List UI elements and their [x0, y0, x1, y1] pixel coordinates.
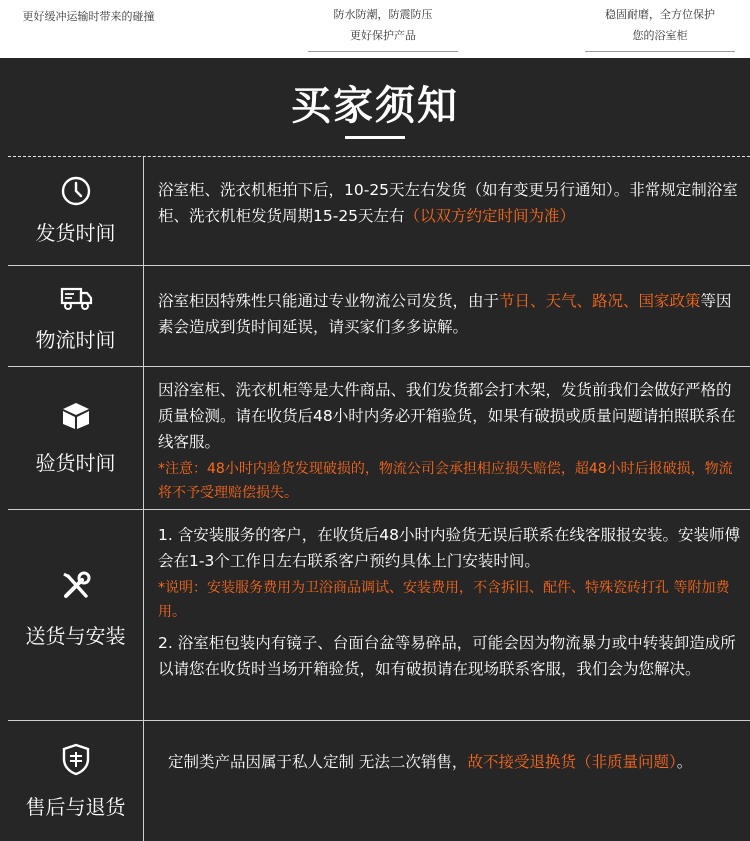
row-content: 浴室柜因特殊性只能通过专业物流公司发货，由于节日、天气、路况、国家政策等因素会造成到货时间延误，请买家们多多谅解。 [158, 292, 732, 336]
row-label-cell [8, 266, 144, 366]
row-inspection-time [8, 367, 750, 510]
title-underline [345, 136, 405, 139]
clock-icon [58, 173, 94, 209]
row-label-cell [8, 510, 144, 720]
truck-icon [58, 280, 94, 316]
top-caption-strip [0, 0, 750, 58]
row-content: 1. 含安装服务的客户，在收货后48小时内验货无误后联系在线客服报安装。安装师傅会在1-3个工作日左右联系客户预约具体上门安装时间。 *说明：安装服务费用为卫浴商品调试、安装费用，不含拆旧、配件、特殊瓷砖打孔 等附加费用。 2. 浴室柜包装内有镜子、台面台盆等易碎品，可能会因为物流暴力或中转装卸造成所以请您在收货时当场开箱验货，如有破损请在现场联系客服，我们会为您解决。 [158, 526, 740, 678]
row-label: 验货时间 [35, 451, 116, 475]
package-icon [58, 397, 94, 433]
row-content: 定制类产品因属于私人定制 无法二次销售，故不接受退换货（非质量问题）。 [168, 753, 693, 771]
row-label: 售后与退货 [25, 795, 126, 819]
row-shipping-time [8, 157, 750, 266]
row-label-cell [8, 367, 144, 509]
tools-icon [58, 568, 94, 604]
top-caption-1: 更好缓冲运输时带来的碰撞 [22, 10, 155, 23]
row-label: 送货与安装 [25, 624, 126, 648]
row-content: 因浴室柜、洗衣机柜等是大件商品、我们发货都会打木架，发货前我们会做好严格的质量检测。请在收货后48小时内务必开箱验货，如果有破损或质量问题请拍照联系在线客服。 *注意：48小时内验货发现破损的，物流公司会承担相应损失赔偿，超48小时后报破损，物流将不予受理赔偿损失。 [158, 381, 736, 501]
row-label-cell [8, 721, 144, 841]
page-title: 买家须知 [291, 82, 459, 129]
row-label: 发货时间 [35, 221, 116, 245]
row-logistics-time [8, 266, 750, 367]
row-label: 物流时间 [35, 328, 116, 352]
row-content: 浴室柜、洗衣机柜拍下后，10-25天左右发货（如有变更另行通知）。非常规定制浴室柜、洗衣机柜发货周期15-25天左右（以双方约定时间为准） [158, 181, 738, 225]
row-label-cell [8, 157, 144, 265]
top-caption-2: 防水防潮，防震防压 更好保护产品 [308, 4, 458, 46]
row-aftersales-return [8, 721, 750, 841]
row-delivery-install [8, 510, 750, 721]
notice-table [8, 156, 750, 817]
top-caption-3: 稳固耐磨，全方位保护 您的浴室柜 [585, 4, 735, 46]
shield-icon [58, 741, 94, 777]
